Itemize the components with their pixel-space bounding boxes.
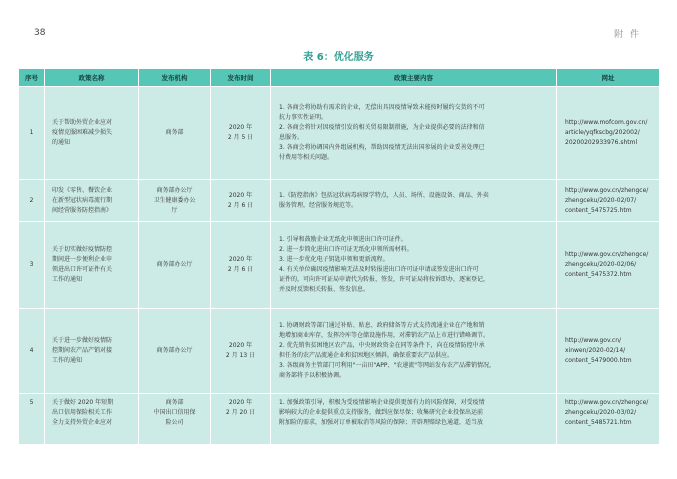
cell-content [271, 309, 557, 394]
cell-policy-name-line: 出口信用保险相关工作 [52, 409, 113, 416]
table-row [19, 87, 660, 180]
cell-policy-name-line: 印发《零售、餐饮企业 [52, 186, 113, 194]
cell-content-line: 付费用等相关问题。 [279, 154, 334, 161]
cell-content-line: 附加险的需求，加强对订单被取消等风险的保障；开辟理赔绿色通道，适当放 [279, 419, 484, 426]
cell-date [211, 394, 271, 445]
header-date: 发布时间 [211, 69, 271, 87]
page-number: 38 [34, 28, 46, 38]
cell-date [211, 309, 271, 394]
table-row [19, 222, 660, 309]
cell-content-line: 商务部将予以积极协调。 [279, 372, 346, 379]
cell-policy-name-line: 的通知 [52, 139, 71, 146]
cell-content-line: 服务管理，经营服务规范等。 [279, 201, 358, 209]
cell-policy-name-line: 疫情克服困难减少损失 [52, 129, 113, 136]
cell-org-line: 中国出口信用保 [153, 409, 196, 416]
table-title: 表 6：优化服务 [303, 52, 374, 63]
header-url: 网址 [557, 69, 660, 87]
cell-url-line[interactable]: zhengceku/2020-02/06/ [565, 261, 637, 268]
cell-url-line[interactable]: zhengceku/2020-02/07/ [565, 196, 637, 204]
cell-content-line: 1.《防控指南》包括冠状病毒病原学特点，人员、场所、设施设备、商品、外卖 [279, 191, 489, 199]
cell-url-line[interactable]: zhengceku/2020-03/02/ [565, 409, 637, 416]
cell-policy-name-line: 关于做好 2020 年短期 [52, 399, 114, 406]
header-name: 政策名称 [45, 69, 139, 87]
cell-content [271, 394, 557, 445]
cell-org-line: 商务部办公厅 [156, 186, 193, 194]
cell-org-line: 商务部 [165, 399, 184, 406]
cell-content-line: 3. 各级商务主管部门可利用"一亩田"APP、"农递流"等网站发布农产品滞销情况， [279, 362, 496, 369]
cell-url-line[interactable]: article/yqfkscbg/202002/ [565, 129, 640, 136]
cell-url[interactable] [557, 87, 660, 180]
cell-content-line: 并及时反馈相关转报、签发信息。 [279, 286, 370, 293]
cell-url[interactable] [557, 180, 660, 222]
cell-org-line: 商务部办公厅 [156, 347, 193, 354]
cell-content-line: 抗力事实性证明。 [279, 114, 328, 121]
cell-no-line: 4 [29, 347, 34, 354]
cell-date-line: 2 月 5 日 [227, 134, 254, 141]
cell-content [271, 180, 557, 222]
cell-url-line[interactable]: http://www.gov.cn/ [565, 337, 622, 344]
cell-date-line: 2020 年 [228, 342, 253, 349]
cell-date [211, 222, 271, 309]
cell-content-line: 2. 优先销售贫困地区农产品，中央财政资金在同等条件下，向在疫情防控中承 [279, 342, 485, 349]
cell-policy-name-line: 期间进一步便利企业申 [52, 256, 113, 263]
cell-date [211, 87, 271, 180]
cell-org [139, 222, 211, 309]
cell-policy-name-line: 领进出口许可证件有关 [52, 266, 113, 273]
cell-no-line: 2 [29, 196, 34, 204]
cell-content-line: 1. 协调财政等部门通过补贴、贴息、政府储备等方式支持流通企业在产地和销 [279, 322, 485, 329]
cell-no [19, 180, 45, 222]
cell-org [139, 394, 211, 445]
cell-org [139, 309, 211, 394]
cell-date-line: 2020 年 [228, 399, 253, 406]
cell-date-line: 2020 年 [228, 124, 253, 131]
cell-date-line: 2020 年 [228, 191, 253, 199]
cell-url[interactable] [557, 394, 660, 445]
cell-policy-name [45, 394, 139, 445]
cell-content-line: 地增加商业库存，发挥冷库等仓储设施作用，对滞销农产品上市进行错峰调节。 [279, 332, 490, 339]
cell-url-line[interactable]: http://www.mofcom.gov.cn/ [565, 119, 648, 126]
cell-policy-name-line: 工作的通知 [52, 276, 83, 283]
cell-policy-name-line: 工作的通知 [52, 357, 83, 364]
cell-date-line: 2 月 13 日 [225, 352, 256, 359]
cell-content-line: 1. 各商会将协助有需求的企业，无偿出具因疫情导致未能按时履约交货的不可 [279, 104, 485, 111]
header-org: 发布机构 [139, 69, 211, 87]
cell-url-line[interactable]: content_5475725.htm [565, 206, 632, 214]
cell-url-line[interactable]: content_5475372.htm [565, 271, 632, 278]
cell-url[interactable] [557, 222, 660, 309]
appendix-label: 附 件 [614, 30, 641, 40]
cell-policy-name [45, 87, 139, 180]
cell-org-line: 商务部 [165, 129, 184, 136]
header-no: 序号 [19, 69, 45, 87]
cell-no-line: 5 [29, 399, 34, 406]
cell-date-line: 2 月 6 日 [227, 266, 254, 273]
cell-org-line: 厅 [171, 206, 178, 214]
cell-policy-name-line: 关于帮助外贸企业应对 [52, 119, 113, 126]
cell-policy-name-line: 关于进一步做好疫情防 [52, 337, 113, 344]
cell-content-line: 1. 加强政策引导，积极为受疫情影响企业提供更加有力的风险保障，对受疫情 [279, 399, 485, 406]
cell-content [271, 222, 557, 309]
cell-policy-name-line: 全力支持外贸企业应对 [52, 419, 113, 426]
table-row [19, 309, 660, 394]
header-row [19, 69, 660, 87]
cell-url-line[interactable]: http://www.gov.cn/zhengce/ [565, 251, 649, 258]
cell-date-line: 2 月 6 日 [227, 201, 254, 209]
cell-no [19, 394, 45, 445]
header-content: 政策主要内容 [271, 69, 557, 87]
cell-org [139, 180, 211, 222]
cell-no [19, 309, 45, 394]
cell-url-line[interactable]: xinwen/2020-02/14/ [565, 347, 626, 354]
cell-content-line: 证件的，可向许可证局申请代为转报、签发，许可证局将按诉即办，逐案登记， [279, 276, 490, 283]
table-row [19, 180, 660, 222]
cell-no [19, 222, 45, 309]
cell-content-line: 2. 进一步简化进出口许可证无纸化申领所需材料。 [279, 246, 413, 253]
cell-org-line: 卫生健康委办公 [153, 196, 196, 204]
cell-policy-name-line: 间经营服务防控指南》 [52, 206, 113, 214]
cell-date-line: 2020 年 [228, 256, 253, 263]
cell-content-line: 影响较大的企业提供重点支持服务，做到应保尽保；收集研究企业投保出运前 [279, 409, 484, 416]
cell-no-line: 1 [29, 129, 34, 136]
table-row [19, 394, 660, 445]
cell-policy-name-line: 在新型冠状病毒流行期 [52, 196, 113, 204]
cell-url-line[interactable]: http://www.gov.cn/zhengce/ [565, 399, 649, 406]
cell-content-line: 3. 各商会将协调国内外组展机构，帮助因疫情无法出国参展的企业妥善处理已 [279, 144, 485, 151]
cell-no [19, 87, 45, 180]
cell-policy-name [45, 180, 139, 222]
cell-org-line: 商务部办公厅 [156, 261, 193, 268]
cell-policy-name [45, 309, 139, 394]
cell-policy-name-line: 关于切实做好疫情防控 [52, 246, 113, 253]
cell-content-line: 担任务的农产品流通企业和贫困地区倾斜，确保重要农产品供应。 [279, 352, 454, 359]
cell-date [211, 180, 271, 222]
cell-content [271, 87, 557, 180]
cell-policy-name [45, 222, 139, 309]
policy-table [18, 68, 660, 445]
cell-org [139, 87, 211, 180]
cell-policy-name-line: 控期间农产品产销对接 [52, 347, 113, 354]
cell-url[interactable] [557, 309, 660, 394]
cell-content-line: 3. 进一步优化电子钥匙申领和更新流程。 [279, 256, 389, 263]
cell-url-line[interactable]: content_5479000.htm [565, 357, 632, 364]
cell-content-line: 2. 各商会将针对因疫情引发的相关贸易限制措施，为企业提供必要的法律和信 [279, 124, 485, 131]
cell-content-line: 息服务。 [279, 134, 304, 141]
cell-url-line[interactable]: content_5485721.htm [565, 419, 632, 426]
cell-org-line: 险公司 [165, 419, 184, 426]
cell-url-line[interactable]: 20200202933976.shtml [565, 139, 638, 146]
cell-url-line[interactable]: http://www.gov.cn/zhengce/ [565, 186, 649, 194]
cell-date-line: 2 月 20 日 [225, 409, 256, 416]
cell-no-line: 3 [29, 261, 34, 268]
cell-content-line: 1. 引导和鼓励企业无纸化申领进出口许可证件。 [279, 236, 407, 243]
cell-content-line: 4. 有关单位确因疫情影响无法及时转报进出口许可证申请或签发进出口许可 [279, 266, 479, 273]
